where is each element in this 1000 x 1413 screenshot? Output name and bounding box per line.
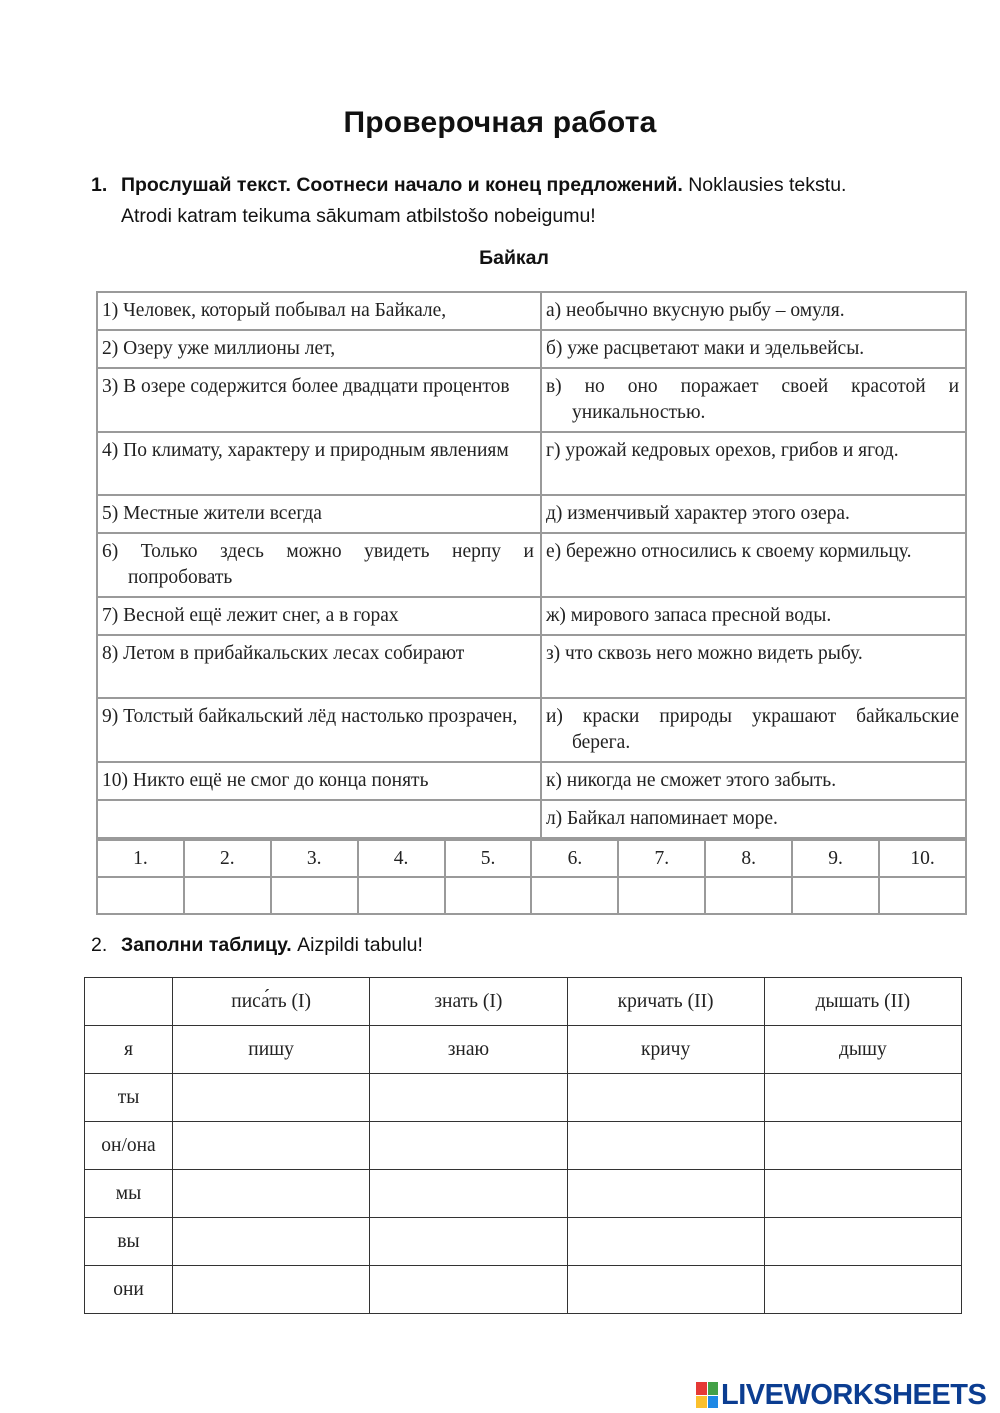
answer-label: 4. (358, 840, 445, 877)
task1-number: 1. (91, 174, 108, 196)
conjugation-row (85, 1170, 962, 1218)
verb-header: дышать (II) (764, 978, 961, 1026)
sentence-start: 10) Никто ещё не смог до конца понять (97, 762, 541, 800)
text-subtitle: Байкал (479, 247, 549, 269)
sentence-start: 4) По климату, характеру и природным явлениям (97, 432, 541, 495)
verb-form-input[interactable] (173, 1218, 370, 1266)
task1-instruction-lv-line2: Atrodi katram teikuma sākumam atbilstošo nobeigumu! (121, 205, 596, 227)
answer-label: 8. (705, 840, 792, 877)
answer-cell-10[interactable] (879, 877, 966, 914)
matching-row (97, 635, 966, 698)
sentence-end: а) необычно вкусную рыбу – омуля. (541, 292, 966, 330)
verb-form-input[interactable] (567, 1266, 764, 1314)
matching-row (97, 330, 966, 368)
sentence-start: 9) Толстый байкальский лёд настолько прозрачен, (97, 698, 541, 762)
verb-form-input[interactable] (370, 1170, 567, 1218)
answer-grid (96, 839, 967, 915)
logo-text: LIVEWORKSHEETS (721, 1378, 987, 1411)
matching-table (96, 291, 967, 839)
answer-cell-8[interactable] (705, 877, 792, 914)
sentence-end: е) бережно относились к своему кормильцу. (541, 533, 966, 597)
verb-form-input[interactable] (173, 1122, 370, 1170)
conjugation-table (84, 977, 962, 1314)
answer-inputs-row (97, 877, 966, 914)
answer-label: 9. (792, 840, 879, 877)
matching-row (97, 292, 966, 330)
sentence-end: з) что сквозь него можно видеть рыбу. (541, 635, 966, 698)
verb-form-input[interactable] (370, 1266, 567, 1314)
verb-form-input[interactable] (764, 1074, 961, 1122)
task2-instruction (91, 934, 423, 957)
answer-cell-9[interactable] (792, 877, 879, 914)
verb-form-input[interactable] (370, 1074, 567, 1122)
pronoun: они (85, 1266, 173, 1314)
verb-form-input[interactable] (764, 1122, 961, 1170)
answer-cell-4[interactable] (358, 877, 445, 914)
sentence-start: 8) Летом в прибайкальских лесах собирают (97, 635, 541, 698)
verb-form-input[interactable] (567, 1122, 764, 1170)
task1-instruction-lv-line1: Noklausies tekstu. (688, 174, 847, 196)
matching-row (97, 432, 966, 495)
matching-row (97, 762, 966, 800)
answer-cell-6[interactable] (531, 877, 618, 914)
sentence-start: 1) Человек, который побывал на Байкале, (97, 292, 541, 330)
conjugation-row (85, 1218, 962, 1266)
sentence-start: 2) Озеру уже миллионы лет, (97, 330, 541, 368)
verb-form-input[interactable] (567, 1170, 764, 1218)
verb-form: кричу (567, 1026, 764, 1074)
verb-form-input[interactable] (370, 1122, 567, 1170)
conjugation-row (85, 1026, 962, 1074)
pronoun: вы (85, 1218, 173, 1266)
verb-form-input[interactable] (370, 1218, 567, 1266)
answer-label: 7. (618, 840, 705, 877)
sentence-end: к) никогда не сможет этого забыть. (541, 762, 966, 800)
sentence-start: 3) В озере содержится более двадцати процентов (97, 368, 541, 432)
answer-label: 5. (445, 840, 532, 877)
answer-cell-1[interactable] (97, 877, 184, 914)
logo-square-icon (708, 1382, 719, 1395)
conjugation-header-row (85, 978, 962, 1026)
verb-form-input[interactable] (764, 1170, 961, 1218)
verb-header: писа́ть (I) (173, 978, 370, 1026)
verb-header: знать (I) (370, 978, 567, 1026)
conjugation-row (85, 1074, 962, 1122)
matching-row (97, 698, 966, 762)
matching-row (97, 368, 966, 432)
task1-instruction (91, 170, 939, 232)
logo-square-icon (696, 1382, 707, 1395)
answer-label: 10. (879, 840, 966, 877)
verb-form-input[interactable] (173, 1266, 370, 1314)
sentence-start: 5) Местные жители всегда (97, 495, 541, 533)
answer-cell-3[interactable] (271, 877, 358, 914)
liveworksheets-logo[interactable] (696, 1378, 986, 1412)
sentence-end: ж) мирового запаса пресной воды. (541, 597, 966, 635)
verb-form: пишу (173, 1026, 370, 1074)
answer-label: 6. (531, 840, 618, 877)
sentence-end: л) Байкал напоминает море. (541, 800, 966, 838)
answer-label: 1. (97, 840, 184, 877)
verb-form-input[interactable] (567, 1218, 764, 1266)
conjugation-row (85, 1122, 962, 1170)
pronoun: он/она (85, 1122, 173, 1170)
matching-row (97, 597, 966, 635)
sentence-end: д) изменчивый характер этого озера. (541, 495, 966, 533)
logo-square-icon (708, 1396, 719, 1409)
task1-instruction-ru: Прослушай текст. Соотнеси начало и конец предложений. (121, 174, 683, 196)
pronoun: ты (85, 1074, 173, 1122)
sentence-end: в) но оно поражает своей красотой и уникальностью. (541, 368, 966, 432)
verb-form-input[interactable] (173, 1074, 370, 1122)
sentence-start-empty (97, 800, 541, 838)
sentence-start: 7) Весной ещё лежит снег, а в горах (97, 597, 541, 635)
logo-mark-icon (696, 1382, 718, 1408)
answer-cell-5[interactable] (445, 877, 532, 914)
page-title: Проверочная работа (343, 106, 657, 139)
answer-cell-2[interactable] (184, 877, 271, 914)
task2-instruction-ru: Заполни таблицу. (121, 934, 292, 956)
verb-form-input[interactable] (173, 1170, 370, 1218)
header-corner (85, 978, 173, 1026)
task2-number: 2. (91, 934, 108, 956)
logo-square-icon (696, 1396, 707, 1409)
matching-row (97, 800, 966, 838)
verb-form-input[interactable] (567, 1074, 764, 1122)
sentence-end: и) краски природы украшают байкальские берега. (541, 698, 966, 762)
answer-cell-7[interactable] (618, 877, 705, 914)
verb-form-input[interactable] (764, 1266, 961, 1314)
verb-form-input[interactable] (764, 1218, 961, 1266)
matching-row (97, 533, 966, 597)
answer-label: 3. (271, 840, 358, 877)
sentence-start: 6) Только здесь можно увидеть нерпу и попробовать (97, 533, 541, 597)
matching-row (97, 495, 966, 533)
answer-label: 2. (184, 840, 271, 877)
sentence-end: г) урожай кедровых орехов, грибов и ягод. (541, 432, 966, 495)
pronoun: мы (85, 1170, 173, 1218)
pronoun: я (85, 1026, 173, 1074)
verb-form: знаю (370, 1026, 567, 1074)
verb-header: кричать (II) (567, 978, 764, 1026)
answer-labels-row (97, 840, 966, 877)
conjugation-row (85, 1266, 962, 1314)
verb-form: дышу (764, 1026, 961, 1074)
task2-instruction-lv: Aizpildi tabulu! (297, 934, 423, 956)
sentence-end: б) уже расцветают маки и эдельвейсы. (541, 330, 966, 368)
